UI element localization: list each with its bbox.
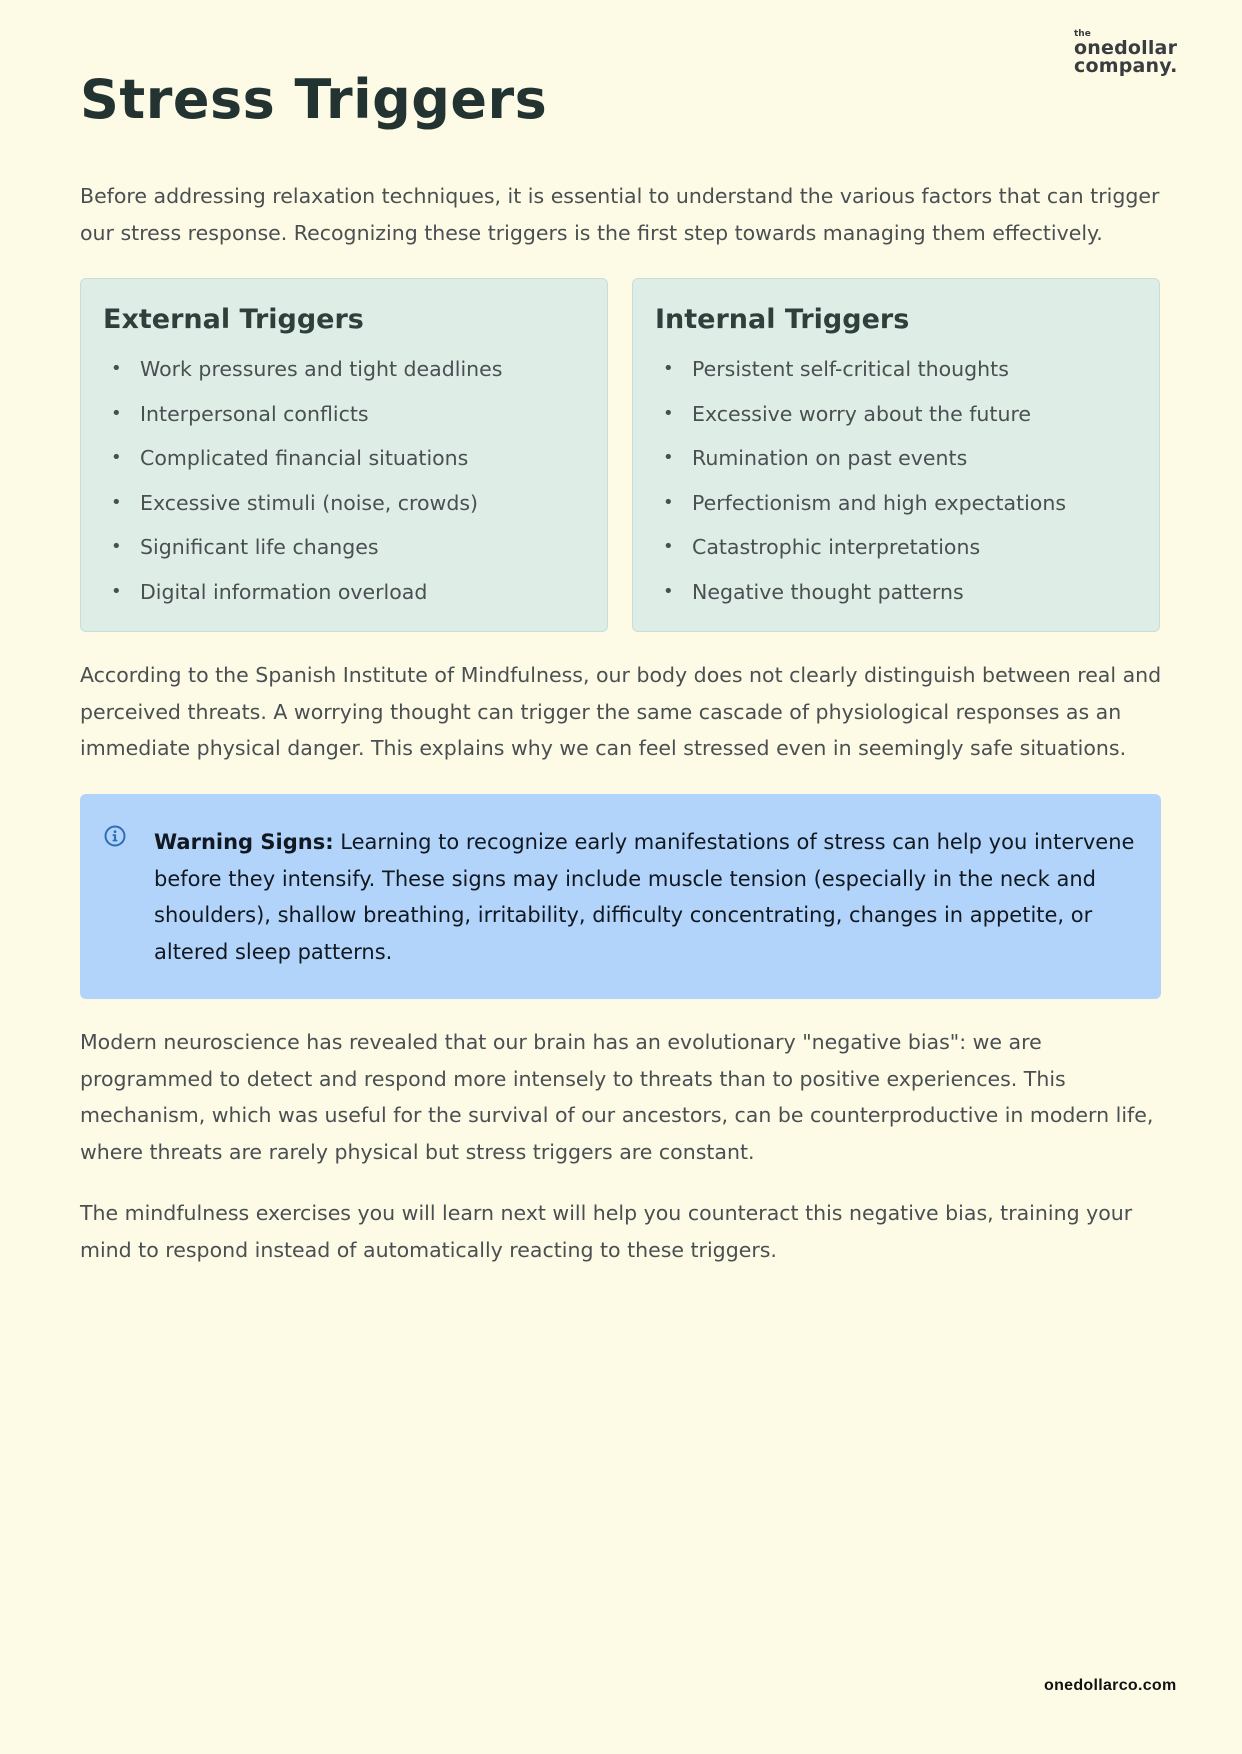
bullet-icon: • — [663, 491, 674, 513]
logo-line-1: onedollar — [1074, 37, 1178, 59]
list-item: • Persistent self-critical thoughts — [655, 347, 1137, 392]
neuroscience-paragraph: Modern neuroscience has revealed that our brain has an evolutionary "negative bias": we are programmed to detect and respond more intensely to threats than to positive experiences. This mechanism, which was useful for the survival of our ancestors, can be counterproductive in modern life, where threats are rarely physical but stress triggers are constant. — [80, 1030, 1154, 1164]
bullet-icon: • — [111, 536, 122, 557]
bullet-icon: • — [111, 491, 122, 513]
brand-logo — [1074, 30, 1194, 75]
list-item: • Negative thought patterns — [655, 570, 1137, 615]
internal-triggers-card — [632, 278, 1160, 632]
bullet-icon: • — [663, 536, 674, 557]
bullet-icon: • — [663, 358, 674, 379]
warning-signs-callout — [80, 794, 1161, 999]
intro-paragraph: Before addressing relaxation techniques, it is essential to understand the various factors that can trigger our stress response. Recognizing these triggers is the first step towards managing them effectively. — [80, 184, 1160, 245]
list-item: • Excessive worry about the future — [655, 392, 1137, 437]
bullet-icon: • — [663, 580, 674, 602]
info-circle-icon — [104, 825, 126, 847]
bullet-icon: • — [111, 402, 122, 424]
list-item: • Perfectionism and high expectations — [655, 481, 1137, 526]
bullet-icon: • — [111, 580, 122, 602]
list-item: • Interpersonal conflicts — [103, 392, 585, 437]
page-title: Stress Triggers — [80, 68, 548, 131]
list-item: • Catastrophic interpretations — [655, 525, 1137, 570]
bullet-icon: • — [111, 358, 122, 379]
callout-text — [154, 824, 1141, 970]
list-item: • Work pressures and tight deadlines — [103, 347, 585, 392]
logo-the: the — [1074, 29, 1091, 39]
callout-body: Learning to recognize early manifestations of stress can help you intervene before they intensify. These signs may include muscle tension (especially in the neck and shoulders), shallow breathing, irritability, difficulty concentrating, changes in appetite, or altered sleep patterns. — [154, 830, 1135, 964]
list-item: • Digital information overload — [103, 570, 585, 615]
callout-label: Warning Signs: — [154, 830, 334, 854]
internal-triggers-list — [655, 347, 1137, 614]
list-item: • Complicated financial situations — [103, 436, 585, 481]
logo-line-2: company. — [1074, 55, 1178, 77]
footer-url: onedollarco.com — [1044, 1677, 1177, 1694]
list-item: • Significant life changes — [103, 525, 585, 570]
external-triggers-card — [80, 278, 608, 632]
external-triggers-heading: External Triggers — [103, 304, 364, 335]
bullet-icon: • — [111, 447, 122, 468]
bullet-icon: • — [663, 447, 674, 468]
internal-triggers-heading: Internal Triggers — [655, 304, 910, 335]
list-item: • Rumination on past events — [655, 436, 1137, 481]
institute-paragraph: According to the Spanish Institute of Mindfulness, our body does not clearly distinguish between real and perceived threats. A worrying thought can trigger the same cascade of physiological responses as an immediate physical danger. This explains why we can feel stressed even in seemingly safe situations. — [80, 663, 1162, 760]
list-item: • Excessive stimuli (noise, crowds) — [103, 481, 585, 526]
exercises-paragraph: The mindfulness exercises you will learn next will help you counteract this negative bias, training your mind to respond instead of automatically reacting to these triggers. — [80, 1201, 1133, 1262]
bullet-icon: • — [663, 402, 674, 424]
external-triggers-list — [103, 347, 585, 614]
